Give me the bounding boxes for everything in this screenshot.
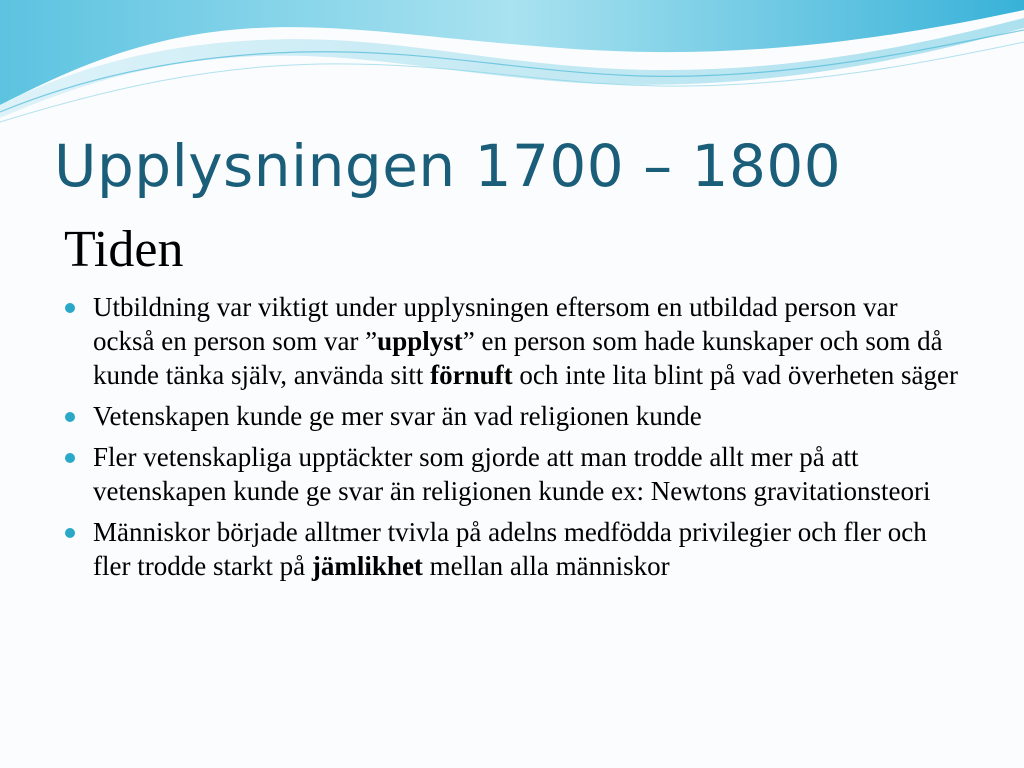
bullet-emphasis-upplyst: upplyst xyxy=(377,326,463,356)
bullet-text: och inte lita blint på vad överheten säger xyxy=(512,360,959,390)
bullet-dot-icon xyxy=(65,528,75,538)
bullet-emphasis-fornuft: förnuft xyxy=(430,360,513,390)
bullet-item-vetenskapen xyxy=(62,399,962,433)
bullet-dot-icon xyxy=(65,453,75,463)
bullet-text: Vetenskapen kunde ge mer svar än vad religionen kunde xyxy=(93,401,702,431)
bullet-text: Fler vetenskapliga upptäckter som gjorde att man trodde allt mer på att vetenskapen kunde ge svar än religionen kunde ex: Newtons gravitationsteori xyxy=(93,442,931,506)
bullet-item-manniskor xyxy=(62,515,962,583)
slide-title: Upplysningen 1700 – 1800 xyxy=(54,132,842,200)
bullet-text: Utbildning var viktigt under upplysningen eftersom en utbildad person var också en person som var ” xyxy=(93,292,898,356)
bullet-dot-icon xyxy=(65,303,75,313)
bullet-emphasis-jamlikhet: jämlikhet xyxy=(311,551,423,581)
header-wave-decoration xyxy=(0,0,1024,130)
bullet-list xyxy=(62,290,962,590)
slide-subtitle: Tiden xyxy=(64,221,184,278)
bullet-dot-icon xyxy=(65,412,75,422)
bullet-text: ” en person som hade kunskaper och som då kunde tänka själv, använda sitt xyxy=(93,326,943,390)
bullet-text: mellan alla människor xyxy=(422,551,670,581)
bullet-text: Människor började alltmer tvivla på adelns medfödda privilegier och fler och fler trodde starkt på xyxy=(93,517,927,581)
bullet-item-utbildning xyxy=(62,290,962,392)
bullet-item-upptackter xyxy=(62,440,962,508)
